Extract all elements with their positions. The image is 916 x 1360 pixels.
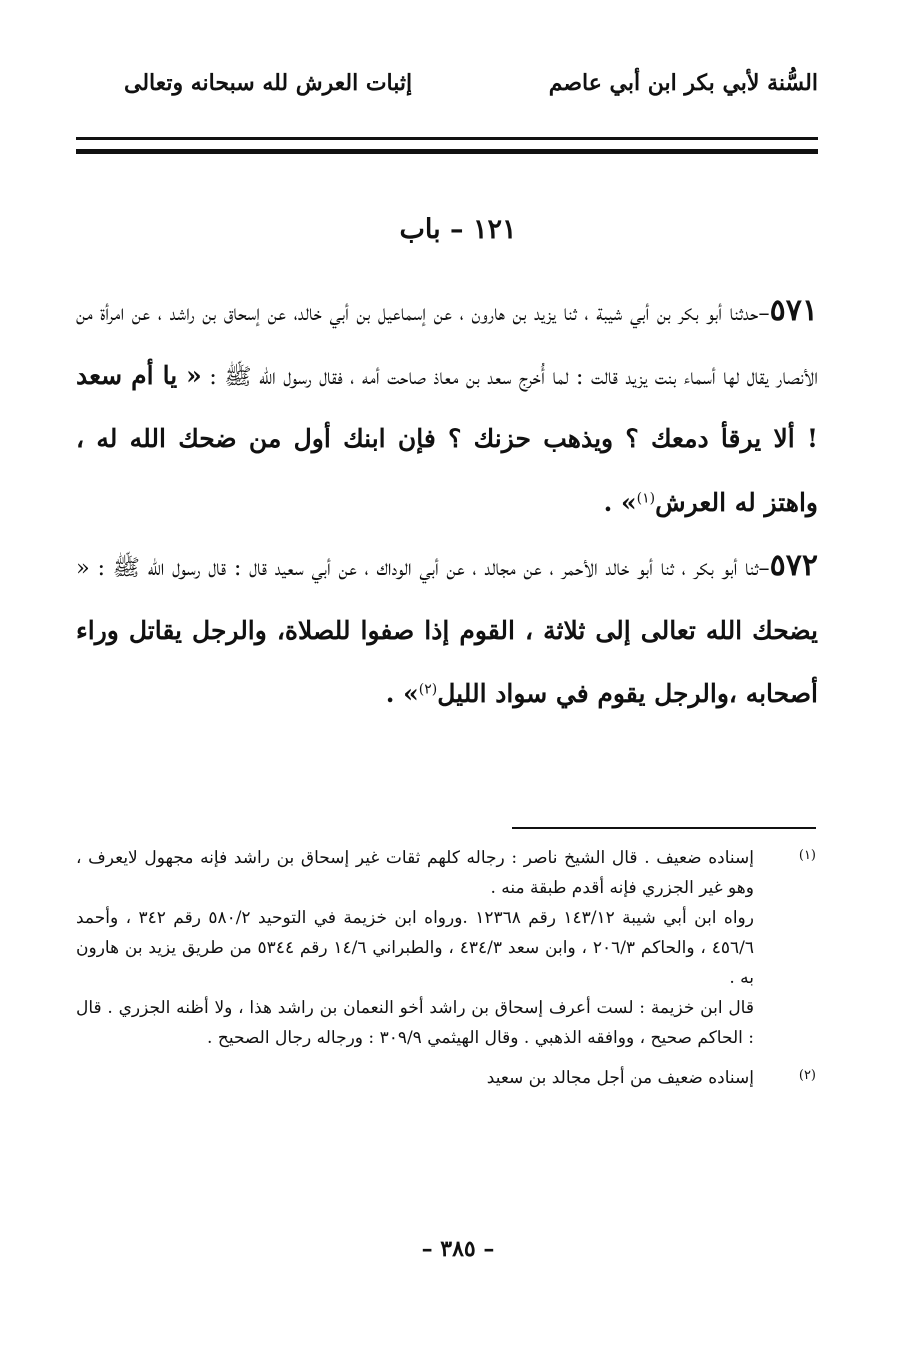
footnote-1 [76, 843, 816, 1053]
footnote-reference[interactable]: (١) [636, 490, 656, 506]
footnote-paragraph: رواه ابن أبي شيبة ١٤٣/١٢ رقم ١٢٣٦٨ .ورواه ابن خزيمة في التوحيد ٥٨٠/٢ رقم ٣٤٢ ، وأحمد ٤٥٦/٦ ، والحاكم ٢٠٦/٣ ، وابن سعد ٤٣٤/٣ ، والطبراني ١٤/٦ رقم ٥٣٤٤ من طريق يزيد بن هارون به . [76, 908, 755, 988]
hadith-closing: » . [603, 487, 637, 517]
hadith-number: ٥٧٢ [769, 548, 818, 583]
header-rule-thick [76, 149, 818, 154]
footnote-paragraph: إسناده ضعيف من أجل مجالد بن سعيد [486, 1068, 754, 1088]
hadith-572 [76, 535, 818, 727]
footnote-mark: (١) [798, 848, 816, 863]
chapter-heading: ١٢١ – باب [399, 214, 517, 245]
hadith-matn: « يا أم سعد ! ألا يرقأ دمعك ؟ ويذهب حزنك ؟ فإن ابنك أول من ضحك الله له ، واهتز له العرش [76, 360, 818, 517]
running-header-book-title: السُّنة لأبي بكر ابن أبي عاصم [548, 70, 818, 96]
hadith-chain: –حدثنا أبو بكر بن أبي شيبة ، ثنا يزيد بن هارون ، عن إسماعيل بن أبي خالد، عن إسحاق بن راشد ، عن امرأة من الأنصار يقال لها أسماء بنت يزيد قالت : لما أُخرج سعد بن معاذ صاحت أمه ، فقال رسول الله ﷺ : [76, 300, 819, 390]
footnote-2 [76, 1063, 816, 1093]
footnote-mark: (٢) [798, 1068, 816, 1083]
footnote-paragraph: إسناده ضعيف . قال الشيخ ناصر : رجاله كلهم ثقات غير إسحاق بن راشد فإنه مجهول لايعرف ، وهو غير الجزري فإنه أقدم طبقة منه . [76, 848, 754, 898]
hadith-571 [76, 280, 818, 535]
header-rule-thin [76, 137, 818, 140]
hadith-number: ٥٧١ [769, 293, 818, 328]
main-text [76, 280, 818, 727]
hadith-matn: يضحك الله تعالى إلى ثلاثة ، القوم إذا صفوا للصلاة، والرجل يقاتل وراء أصحابه ،والرجل يقوم في سواد الليل [76, 615, 818, 708]
footnotes [76, 843, 816, 1093]
running-header-chapter-title: إثبات العرش لله سبحانه وتعالى [124, 70, 413, 96]
footnote-separator [512, 827, 816, 829]
footnote-paragraph: قال ابن خزيمة : لست أعرف إسحاق بن راشد أخو النعمان بن راشد هذا ، ولا أظنه الجزري . قال : الحاكم صحيح ، ووافقه الذهبي . وقال الهيثمي ٣٠٩/٩ : ورجاله رجال الصحيح . [76, 998, 754, 1048]
hadith-chain: –ثنا أبو بكر ، ثنا أبو خالد الأحمر ، عن مجالد ، عن أبي الوداك ، عن أبي سعيد قال : قال رسول الله ﷺ : « [76, 555, 770, 581]
page-number: – ٣٨٥ – [421, 1236, 495, 1262]
hadith-closing: » . [385, 679, 419, 708]
footnote-reference[interactable]: (٢) [418, 681, 438, 698]
